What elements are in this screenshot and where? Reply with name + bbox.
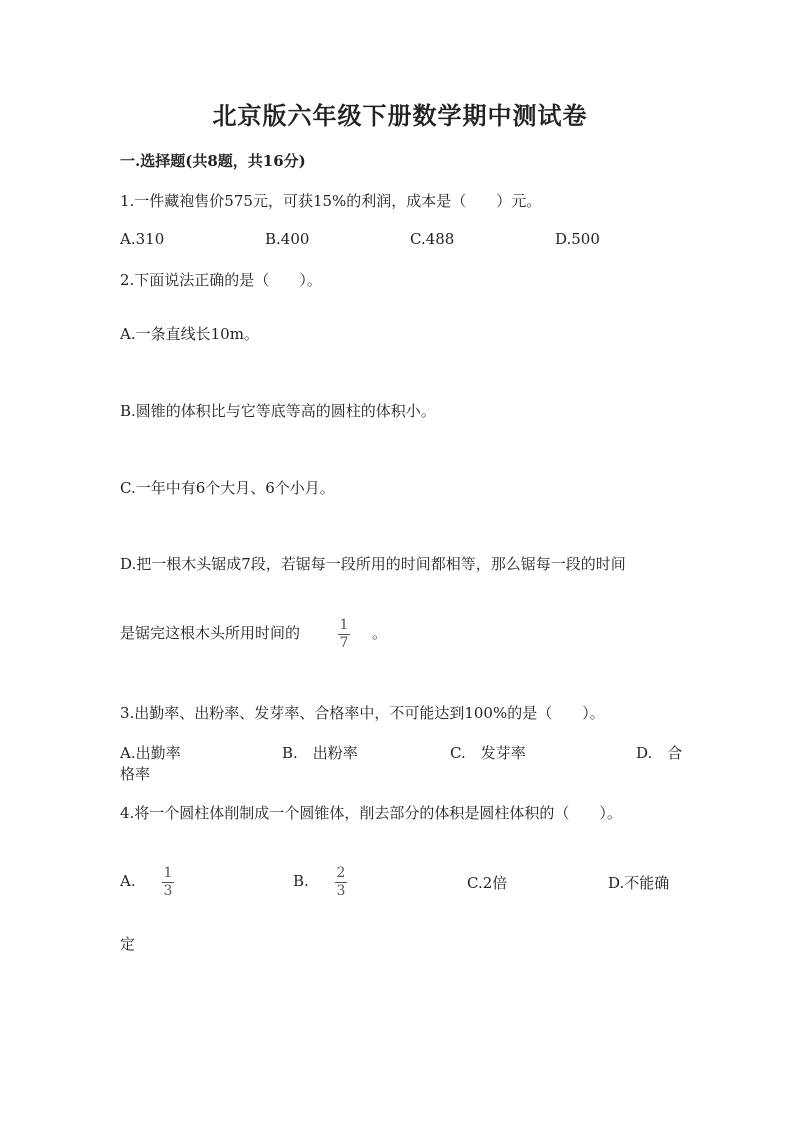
question-2-option-c: C.一年中有6个大月、6个小月。 (120, 479, 335, 497)
question-4-option-a: A. (120, 872, 136, 890)
fraction-numerator: 1 (163, 865, 173, 881)
question-2-option-a: A.一条直线长10m。 (120, 325, 259, 343)
question-1-option-b: B.400 (265, 230, 310, 248)
fraction-numerator: 2 (336, 865, 346, 881)
question-3-option-b: B. 出粉率 (282, 744, 358, 762)
question-4-stem: 4.将一个圆柱体削制成一个圆锥体，削去部分的体积是圆柱体积的（ ）。 (120, 804, 622, 822)
fraction-two-thirds (335, 866, 347, 899)
section-heading: 一.选择题(共8题，共16分) (120, 152, 306, 170)
fraction-one-third (162, 866, 174, 899)
fraction-denominator: 3 (163, 883, 173, 899)
question-3-option-c: C. 发芽率 (450, 744, 526, 762)
question-4-option-d-wrap: 定 (120, 935, 136, 953)
fraction-denominator: 3 (336, 883, 346, 899)
question-4-option-d: D.不能确 (608, 874, 670, 892)
question-2-option-d-continued: 是锯完这根木头所用时间的 (120, 624, 301, 642)
page-title: 北京版六年级下册数学期中测试卷 (212, 101, 588, 130)
question-3-option-d: D. 合 (636, 744, 683, 762)
question-2-stem: 2.下面说法正确的是（ ）。 (120, 271, 322, 289)
question-3-stem: 3.出勤率、出粉率、发芽率、合格率中，不可能达到100%的是（ ）。 (120, 704, 605, 722)
question-3-option-a: A.出勤率 (120, 744, 181, 762)
question-2-option-d-end: 。 (372, 624, 388, 642)
question-1-option-c: C.488 (410, 230, 455, 248)
question-4-option-b: B. (293, 872, 309, 890)
fraction-numerator: 1 (339, 617, 349, 633)
question-1-option-d: D.500 (555, 230, 600, 248)
fraction-denominator: 7 (339, 635, 349, 651)
question-1-stem: 1.一件藏袍售价575元，可获15%的利润，成本是（ ）元。 (120, 192, 542, 210)
question-1-option-a: A.310 (120, 230, 165, 248)
question-4-option-c: C.2倍 (467, 874, 508, 892)
question-2-option-d: D.把一根木头锯成7段，若锯每一段所用的时间都相等，那么锯每一段的时间 (120, 555, 626, 573)
question-3-option-d-wrap: 格率 (120, 765, 151, 783)
fraction-one-seventh (338, 618, 350, 651)
question-2-option-b: B.圆锥的体积比与它等底等高的圆柱的体积小。 (120, 402, 436, 420)
